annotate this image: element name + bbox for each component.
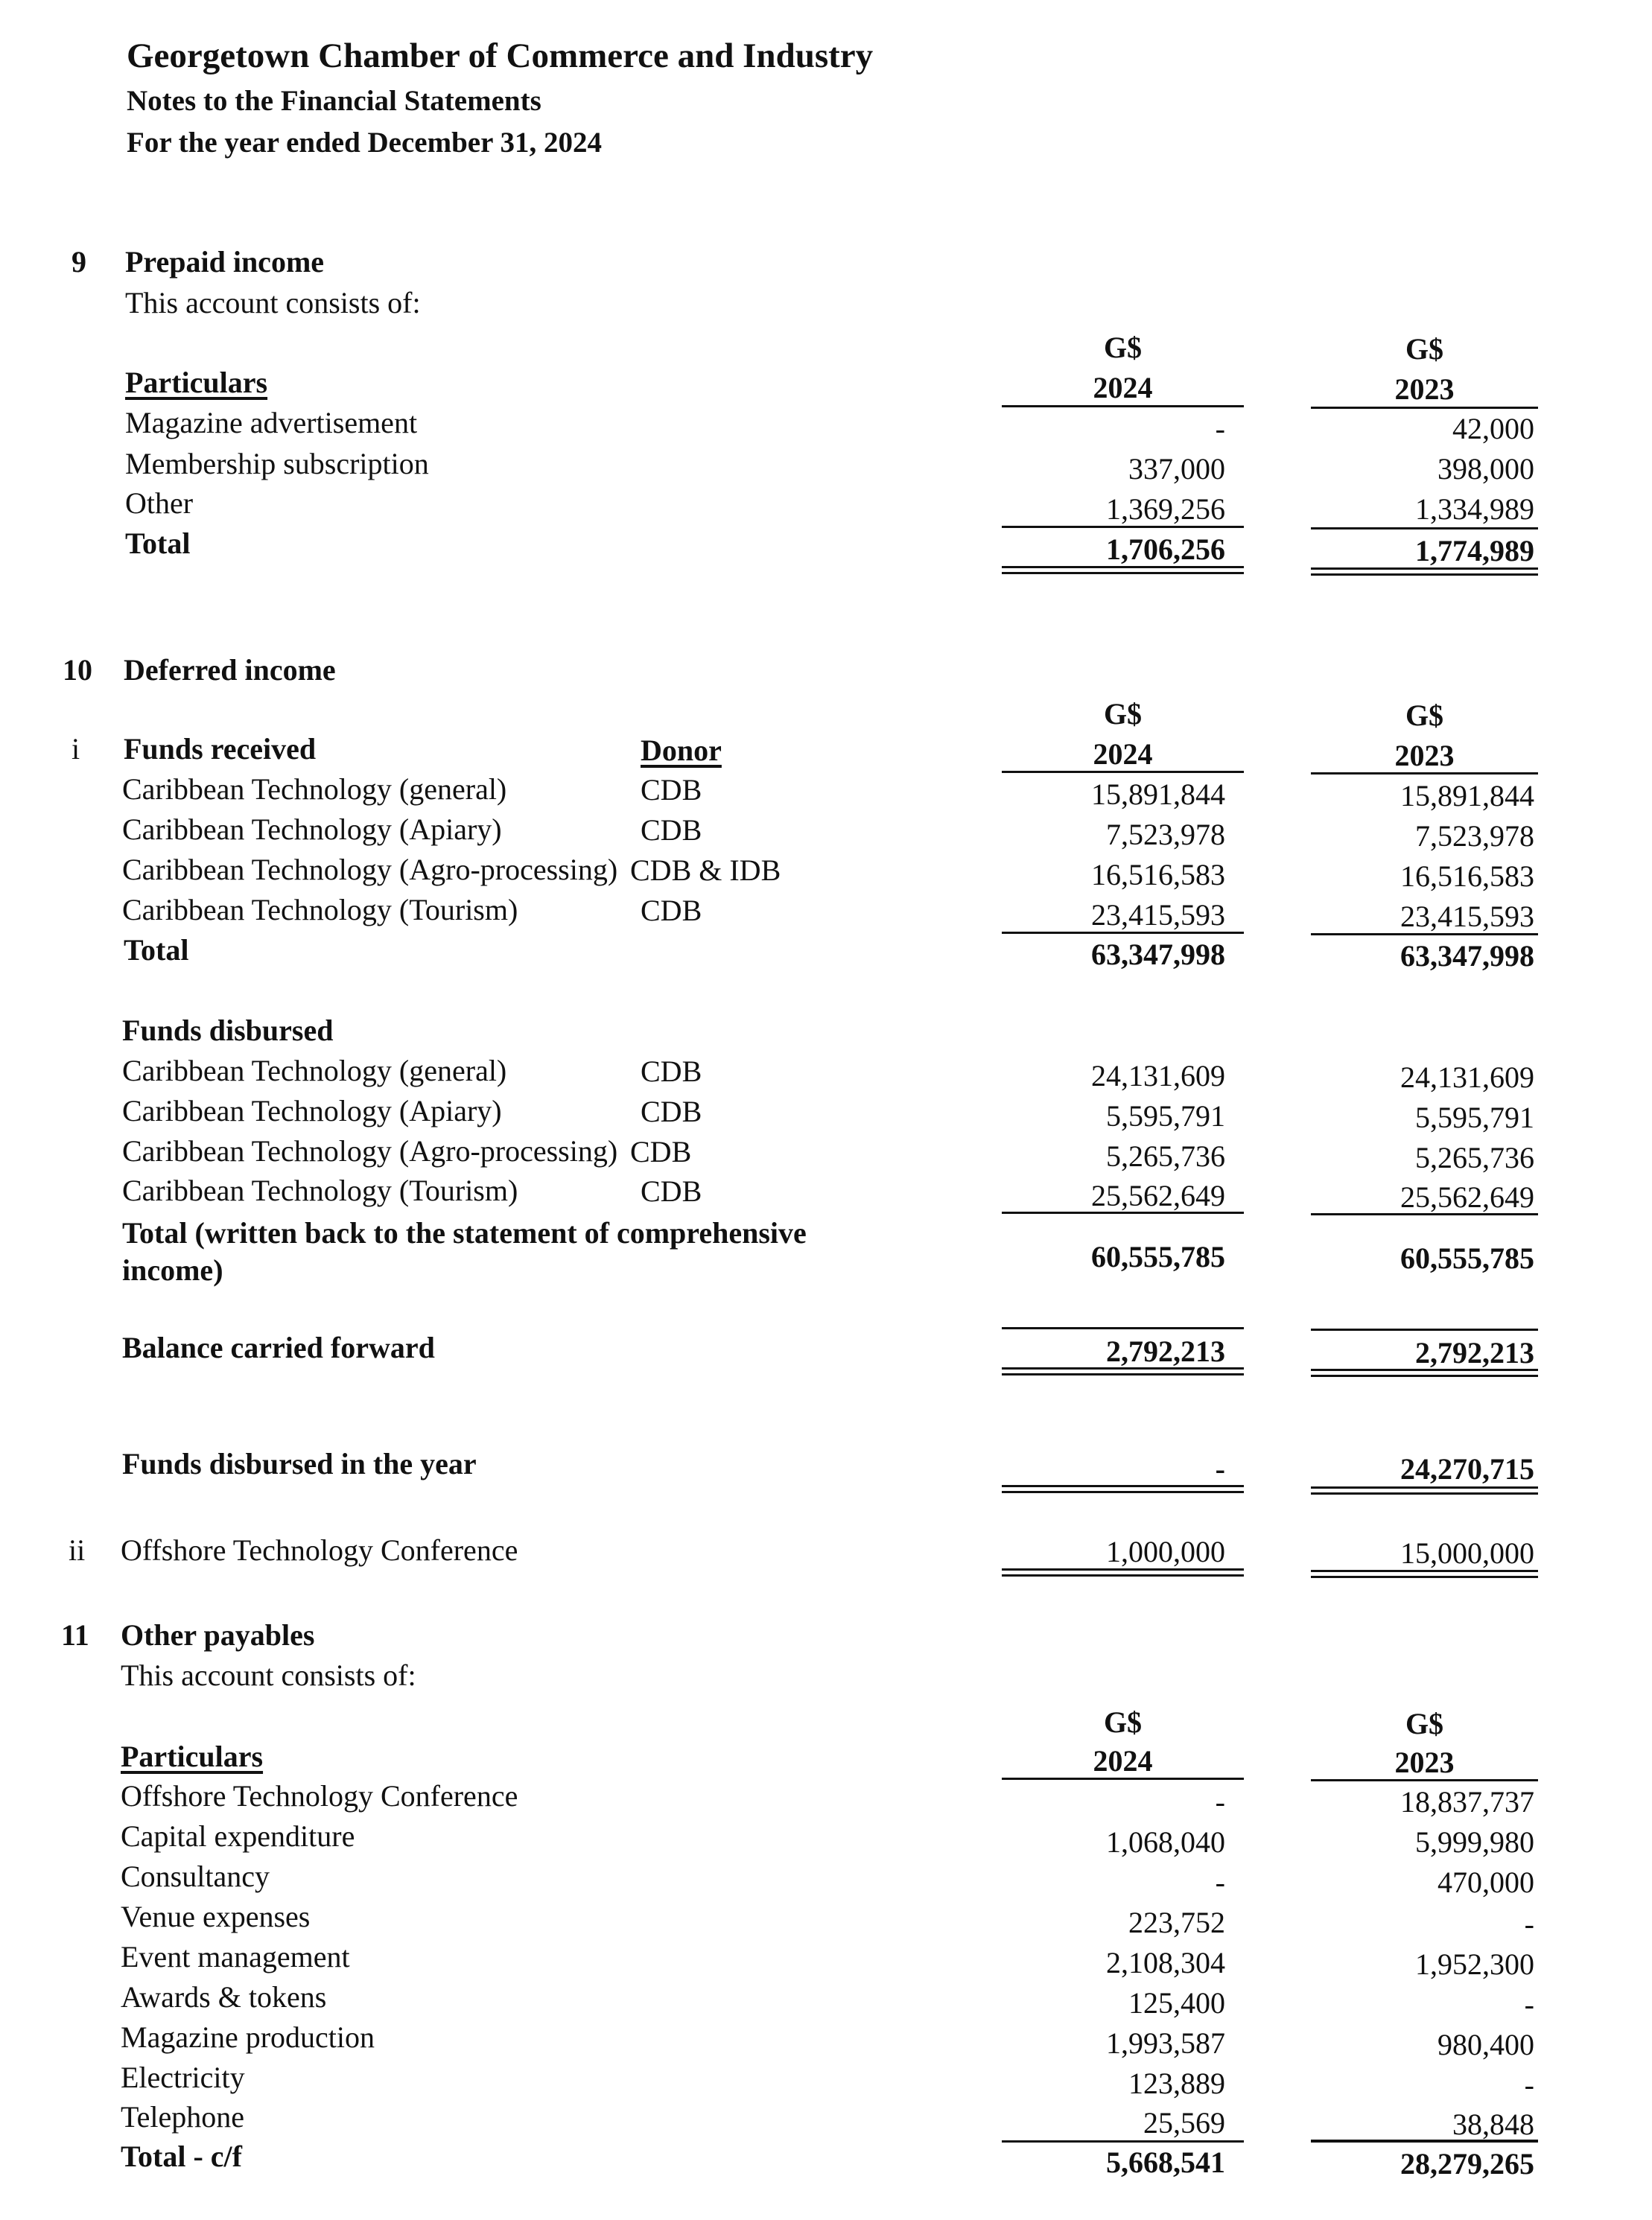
note-9-header-rule-2024 [1002, 405, 1244, 407]
payables-row-label: Capital expenditure [121, 1819, 355, 1853]
payables-total-2024: 5,668,541 [1106, 2146, 1225, 2179]
disbursed-in-year-2023: 24,270,715 [1400, 1452, 1534, 1486]
payables-row-2024: 25,569 [1143, 2106, 1225, 2140]
received-row-donor: CDB [641, 813, 702, 847]
payables-row-2023: 38,848 [1452, 2108, 1534, 2141]
note-11-year-2023: 2023 [1394, 1746, 1455, 1779]
note-11-header-rule-2024 [1002, 1778, 1244, 1780]
payables-total-2023: 28,279,265 [1400, 2147, 1534, 2181]
otc-double-rule-2024 [1002, 1568, 1244, 1577]
note-9-header-rule-2023 [1311, 407, 1538, 409]
note-11-title: Other payables [121, 1618, 315, 1652]
payables-row-2023: - [1524, 1988, 1534, 2021]
disbursed-row-donor: CDB [630, 1135, 692, 1168]
note-11-intro: This account consists of: [121, 1658, 416, 1692]
disbursed-row-2023: 5,265,736 [1415, 1141, 1534, 1174]
note-9-total-double-rule-2024 [1002, 566, 1244, 574]
disbursed-in-year-double-rule-2024 [1002, 1485, 1244, 1493]
disbursed-row-label: Caribbean Technology (Apiary) [122, 1094, 502, 1128]
funds-disbursed-header: Funds disbursed [122, 1014, 334, 1047]
note-9-currency-2023: G$ [1405, 332, 1444, 366]
received-row-label: Caribbean Technology (Tourism) [122, 893, 518, 926]
statement-period: For the year ended December 31, 2024 [127, 127, 602, 159]
note-9-year-2023: 2023 [1394, 372, 1455, 406]
payables-row-label: Telephone [121, 2100, 245, 2134]
donor-header: Donor [641, 734, 722, 767]
payables-row-label: Magazine production [121, 2020, 375, 2054]
payables-row-label: Electricity [121, 2061, 245, 2094]
note-9-total-2024: 1,706,256 [1106, 532, 1225, 566]
note-10-year-2024: 2024 [1093, 737, 1153, 771]
disbursed-in-year-label: Funds disbursed in the year [122, 1447, 477, 1480]
note-9-row-label: Magazine advertisement [125, 406, 418, 439]
note-11-number: 11 [61, 1618, 89, 1652]
note-9-row-2023: 398,000 [1437, 452, 1534, 486]
payables-row-2024: - [1215, 1866, 1225, 1899]
note-9-year-2024: 2024 [1093, 371, 1153, 404]
received-row-donor: CDB & IDB [630, 853, 781, 887]
balance-top-rule-2023 [1311, 1329, 1538, 1331]
org-name: Georgetown Chamber of Commerce and Industry [127, 36, 874, 75]
note-9-row-2023: 42,000 [1452, 412, 1534, 445]
disbursed-row-2023: 5,595,791 [1415, 1101, 1534, 1134]
payables-row-2023: 980,400 [1437, 2028, 1534, 2061]
received-row-2024: 7,523,978 [1106, 818, 1225, 851]
payables-row-2024: 125,400 [1128, 1986, 1225, 2020]
received-row-2023: 15,891,844 [1400, 779, 1534, 812]
received-row-donor: CDB [641, 773, 702, 807]
payables-row-label: Awards & tokens [121, 1980, 327, 2014]
disbursed-row-2023: 24,131,609 [1400, 1060, 1534, 1094]
note-9-row-2024: - [1215, 412, 1225, 445]
note-9-total-label: Total [125, 527, 191, 560]
received-row-2024: 15,891,844 [1091, 777, 1225, 811]
balance-double-rule-2023 [1311, 1369, 1538, 1377]
disbursed-row-label: Caribbean Technology (Tourism) [122, 1174, 518, 1207]
note-11-particulars-header: Particulars [121, 1740, 264, 1773]
note-10-currency-2023: G$ [1405, 699, 1444, 732]
otc-double-rule-2023 [1311, 1570, 1538, 1578]
payables-row-label: Event management [121, 1940, 350, 1973]
payables-row-2023: - [1524, 1907, 1534, 1941]
balance-double-rule-2024 [1002, 1367, 1244, 1375]
received-total-2024: 63,347,998 [1091, 938, 1225, 971]
disbursed-row-label: Caribbean Technology (general) [122, 1054, 507, 1087]
otc-label: Offshore Technology Conference [121, 1533, 518, 1567]
payables-row-label: Venue expenses [121, 1900, 311, 1933]
note-10-sub-i: i [72, 732, 80, 766]
received-row-donor: CDB [641, 894, 702, 927]
balance-cf-label: Balance carried forward [122, 1331, 435, 1364]
received-row-2023: 16,516,583 [1400, 859, 1534, 893]
disbursed-row-2024: 5,595,791 [1106, 1099, 1225, 1133]
received-subtotal-rule-2023 [1311, 933, 1538, 935]
received-row-label: Caribbean Technology (general) [122, 772, 507, 806]
otc-2023: 15,000,000 [1400, 1536, 1534, 1570]
note-9-intro: This account consists of: [125, 286, 421, 319]
disbursed-row-label: Caribbean Technology (Agro-processing) [122, 1134, 618, 1168]
balance-cf-2023: 2,792,213 [1415, 1336, 1534, 1370]
note-10-title: Deferred income [124, 653, 336, 687]
note-10-sub-ii: ii [69, 1533, 86, 1567]
balance-top-rule-2024 [1002, 1327, 1244, 1329]
disbursed-subtotal-rule-2024 [1002, 1212, 1244, 1214]
disbursed-row-2024: 24,131,609 [1091, 1059, 1225, 1092]
funds-received-header: Funds received [124, 732, 317, 766]
disbursed-in-year-2024: - [1215, 1452, 1225, 1486]
payables-row-2024: - [1215, 1785, 1225, 1819]
note-9-total-2023: 1,774,989 [1415, 534, 1534, 567]
payables-row-2023: 1,952,300 [1415, 1947, 1534, 1981]
note-9-row-2024: 337,000 [1128, 452, 1225, 486]
payables-row-2023: 5,999,980 [1415, 1825, 1534, 1859]
received-row-2024: 16,516,583 [1091, 858, 1225, 891]
payables-row-label: Offshore Technology Conference [121, 1779, 518, 1813]
disbursed-total-2024: 60,555,785 [1091, 1240, 1225, 1273]
note-10-number: 10 [63, 653, 92, 687]
otc-2024: 1,000,000 [1106, 1535, 1225, 1568]
note-9-total-double-rule-2023 [1311, 567, 1538, 576]
note-11-year-2024: 2024 [1093, 1744, 1153, 1778]
received-subtotal-rule-2024 [1002, 932, 1244, 934]
payables-subtotal-rule-2024 [1002, 2140, 1244, 2143]
disbursed-total-label-cont: income) [122, 1253, 223, 1287]
disbursed-row-donor: CDB [641, 1095, 702, 1128]
disbursed-row-donor: CDB [641, 1174, 702, 1208]
payables-row-label: Consultancy [121, 1860, 270, 1893]
note-11-header-rule-2023 [1311, 1779, 1538, 1781]
payables-row-2024: 1,993,587 [1106, 2026, 1225, 2060]
disbursed-row-2024: 5,265,736 [1106, 1139, 1225, 1173]
received-row-2024: 23,415,593 [1091, 898, 1225, 932]
payables-row-2023: - [1524, 2068, 1534, 2102]
received-total-label: Total [124, 933, 189, 967]
note-9-row-label: Other [125, 486, 194, 520]
note-9-particulars-header: Particulars [125, 366, 268, 399]
note-9-subtotal-rule-2023 [1311, 527, 1538, 529]
note-9-row-2024: 1,369,256 [1106, 492, 1225, 526]
payables-row-2024: 2,108,304 [1106, 1946, 1225, 1979]
payables-row-2024: 223,752 [1128, 1906, 1225, 1939]
disbursed-total-2023: 60,555,785 [1400, 1241, 1534, 1275]
note-9-row-label: Membership subscription [125, 447, 429, 480]
disbursed-subtotal-rule-2023 [1311, 1213, 1538, 1215]
note-9-title: Prepaid income [125, 245, 325, 279]
disbursed-row-2024: 25,562,649 [1091, 1179, 1225, 1212]
disbursed-row-donor: CDB [641, 1055, 702, 1088]
received-total-2023: 63,347,998 [1400, 939, 1534, 973]
payables-row-2024: 1,068,040 [1106, 1825, 1225, 1859]
note-11-currency-2024: G$ [1103, 1705, 1143, 1739]
received-row-label: Caribbean Technology (Apiary) [122, 812, 502, 846]
statement-subtitle: Notes to the Financial Statements [127, 85, 541, 117]
note-9-subtotal-rule-2024 [1002, 526, 1244, 528]
received-row-label: Caribbean Technology (Agro-processing) [122, 853, 618, 886]
note-9-number: 9 [72, 245, 86, 279]
note-10-currency-2024: G$ [1103, 697, 1143, 731]
received-row-2023: 23,415,593 [1400, 900, 1534, 933]
note-10-year-2023: 2023 [1394, 739, 1455, 772]
payables-subtotal-rule-2023 [1311, 2140, 1538, 2143]
received-row-2023: 7,523,978 [1415, 819, 1534, 853]
payables-row-2024: 123,889 [1128, 2067, 1225, 2100]
disbursed-row-2023: 25,562,649 [1400, 1180, 1534, 1214]
disbursed-in-year-double-rule-2023 [1311, 1486, 1538, 1495]
payables-row-2023: 470,000 [1437, 1866, 1534, 1899]
note-10-header-rule-2024 [1002, 771, 1244, 773]
note-11-currency-2023: G$ [1405, 1707, 1444, 1740]
note-9-currency-2024: G$ [1103, 331, 1143, 364]
payables-row-2023: 18,837,737 [1400, 1785, 1534, 1819]
disbursed-total-label: Total (written back to the statement of comprehensive [122, 1216, 807, 1250]
note-10-header-rule-2023 [1311, 772, 1538, 775]
balance-cf-2024: 2,792,213 [1106, 1335, 1225, 1368]
payables-total-label: Total - c/f [121, 2140, 242, 2173]
note-9-row-2023: 1,334,989 [1415, 492, 1534, 526]
